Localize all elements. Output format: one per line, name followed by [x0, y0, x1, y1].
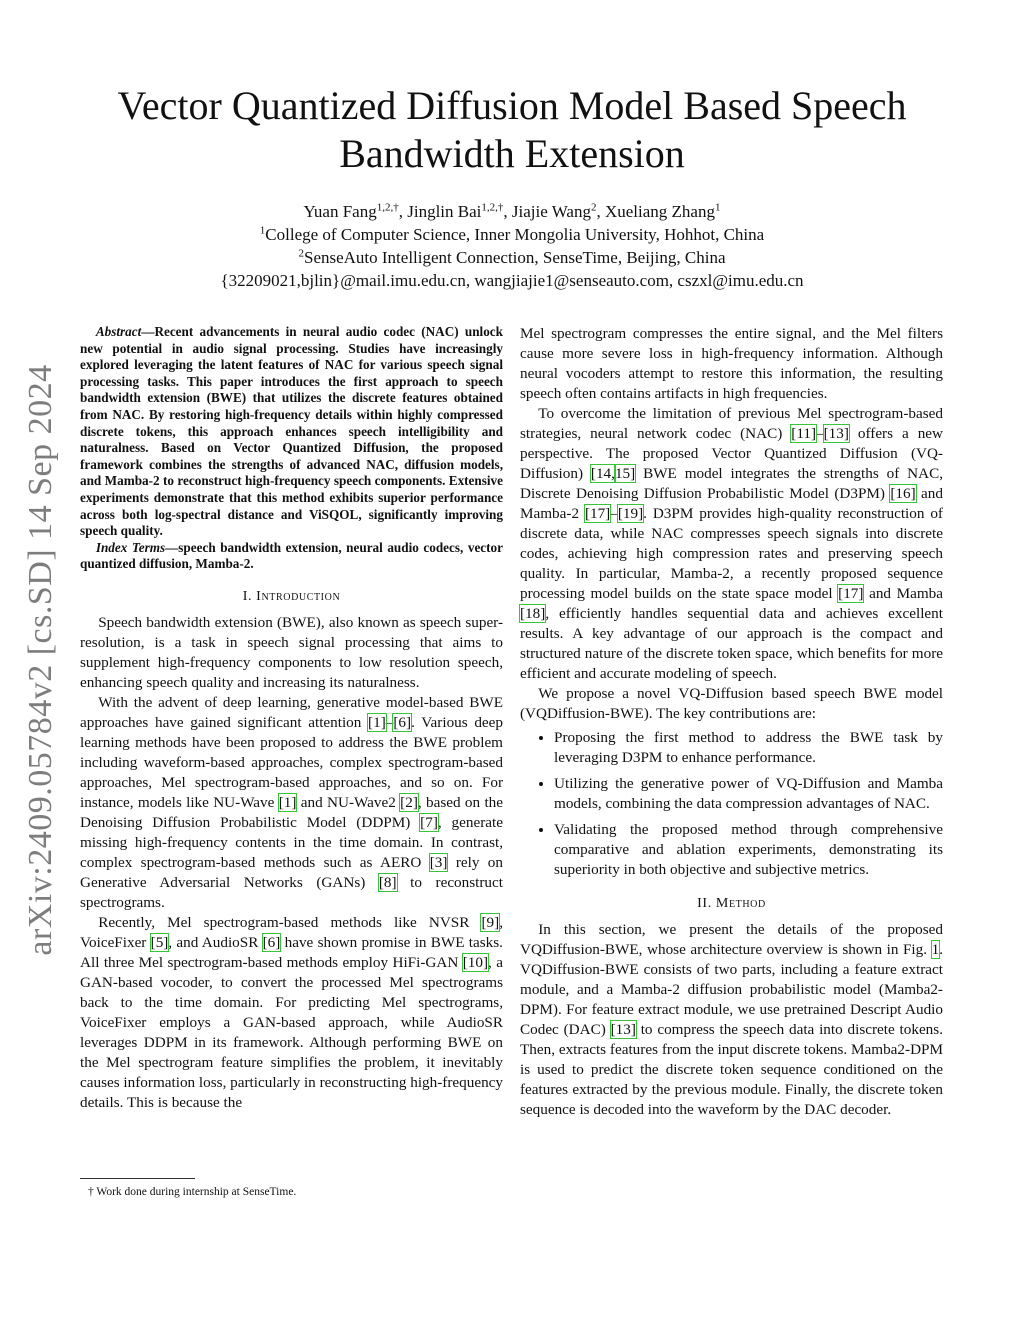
list-item: • Utilizing the generative power of VQ-Diffusion and Mamba models, combining the data compression advantages of NAC.: [554, 774, 943, 814]
citation-link[interactable]: [1]: [368, 713, 386, 731]
citation-link[interactable]: [13]: [610, 1021, 636, 1038]
citation-link[interactable]: [19]: [617, 505, 644, 522]
intro-paragraph-5: To overcome the limitation of previous Mel spectrogram-based strategies, neural network codec (NAC) [11]–[13] offers a new perspective. The proposed Vector Quantized Diffusion (VQ-Diffusion) [14,15] BWE model integrates the strengths of NAC, Discrete Denoising Diffusion Probabilistic Model (D3PM) [16] and Mamba-2 [17]–[19]. D3PM provides high-quality reconstruction of discrete data, while NAC compresses speech signals into discrete codes, achieving high compression rates and preserving speech quality. In particular, Mamba-2, a recently proposed sequence processing model builds on the state space model [17] and Mamba [18], efficiently handles sequential data and achieves excellent results. A key advantage of our approach is the compact and structured nature of the discrete token space, which benefits for more efficient and accurate modeling of speech.: [520, 405, 944, 682]
paper-title: Vector Quantized Diffusion Model Based Speech Bandwidth Extension: [117, 83, 907, 176]
citation-link[interactable]: [14,: [590, 465, 615, 482]
intro-paragraph-6: We propose a novel VQ-Diffusion based speech BWE model (VQDiffusion-BWE). The key contributions are:: [520, 685, 943, 722]
section-heading-method: II. Method: [697, 896, 766, 911]
citation-link[interactable]: [11]: [791, 425, 817, 442]
citation-link[interactable]: [6]: [393, 713, 412, 731]
citation-link[interactable]: [6]: [262, 933, 281, 951]
footnote-divider: [80, 1178, 195, 1179]
author-name: Xueliang Zhang: [604, 202, 715, 221]
method-paragraph-1: In this section, we present the details of the proposed VQDiffusion-BWE, whose architecture overview is shown in Fig. 1. VQDiffusion-BWE consists of two parts, including a feature extract module, and a Mamba-2 diffusion probabilistic model (Mamba2-DPM). For feature extract module, we use pretrained Descript Audio Codec (DAC) [13] to compress the speech data into discrete tokens. Then, extracts features from the input discrete tokens. Mamba2-DPM is used to predict the discrete token sequence conditioned on the features extracted by the previous module. Finally, the discrete token sequence is decoded into the waveform by the DAC decoder.: [520, 921, 943, 1118]
citation-link[interactable]: [3]: [429, 853, 448, 871]
author-block: [90, 200, 934, 292]
author-affiliation-mark: 1,2,†: [481, 201, 504, 214]
citation-link[interactable]: [16]: [890, 485, 916, 502]
citation-link[interactable]: 15]: [614, 465, 636, 482]
arxiv-sidebar: [6, 360, 76, 960]
author-names: Yuan Fang$^{1,2,\dagger}$, Jinglin Bai$^{1,2,\dagger}$, Jiajie Wang$^2$, Xueliang Zhang$^1$: [303, 201, 721, 221]
footnote: † Work done during internship at SenseTime.: [88, 1186, 297, 1198]
intro-paragraph-4: Mel spectrogram compresses the entire signal, and the Mel filters cause more severe loss in high-frequency information. Although neural vocoders attempt to restore this information, the resulting speech often contains artifacts in high frequencies.: [520, 325, 943, 402]
abstract-text: —Recent advancements in neural audio codec (NAC) unlock new potential in audio signal processing. Studies have increasingly explored leveraging the latent features of NAC for various speech signal processing tasks. This paper introduces the first approach to speech bandwidth extension (BWE) that utilizes the discrete features obtained from NAC. By restoring high-frequency details within highly compressed discrete tokens, this approach enhances speech intelligibility and naturalness. Based on Vector Quantized Diffusion, the proposed framework combines the strengths of advanced NAC, diffusion models, and Mamba-2 to reconstruct high-frequency speech components. Extensive experiments demonstrate that this method exhibits superior performance across both log-spectral distance and ViSQOL, significantly improving speech quality.: [80, 324, 503, 539]
index-terms-text: —speech bandwidth extension, neural audio codecs, vector quantized diffusion, Mamba-2.: [80, 539, 503, 572]
citation-link[interactable]: [8]: [378, 873, 397, 891]
citation-link[interactable]: [1]: [278, 793, 297, 811]
abstract-label: Abstract: [95, 324, 142, 339]
author-affiliation-mark: 1,2,†: [376, 201, 399, 214]
author-affiliation-mark: 2: [590, 201, 597, 214]
author-name: Jiajie Wang: [511, 202, 591, 221]
citation-link[interactable]: [5]: [150, 933, 169, 951]
abstract: [80, 324, 503, 540]
right-column: [520, 324, 943, 1120]
affiliation-1: $^1$College of Computer Science, Inner Mongolia University, Hohhot, China: [259, 224, 765, 244]
arxiv-identifier: arXiv:2409.05784v2 [cs.SD] 14 Sep 2024: [22, 364, 59, 956]
citation-link[interactable]: [18]: [520, 605, 546, 622]
list-item: • Validating the proposed method through comprehensive comparative and ablation experiments, demonstrating its superiority in both objective and subjective metrics.: [554, 820, 943, 880]
author-affiliation-mark: 1: [714, 201, 721, 214]
citation-link[interactable]: [9]: [481, 913, 500, 931]
intro-paragraph-2: With the advent of deep learning, generative model-based BWE approaches have gained significant attention [1]–[6]. Various deep learning methods have been proposed to address the BWE problem including waveform-based approaches, complex spectrogram-based approaches, Mel spectrogram-based approaches, and so on. For instance, models like NU-Wave [1] and NU-Wave2 [2], based on the Denoising Diffusion Probabilistic Model (DDPM) [7], generate missing high-frequency contents in the time domain. In contrast, complex spectrogram-based methods such as AERO [3] rely on Generative Adversarial Networks (GANs) [8] to reconstruct spectrograms.: [80, 693, 504, 911]
affiliation-2: $^2$SenseAuto Intelligent Connection, SenseTime, Beijing, China: [298, 247, 726, 267]
list-item: • Proposing the first method to address the BWE task by leveraging D3PM to enhance performance.: [554, 728, 943, 768]
citation-link[interactable]: [13]: [823, 425, 849, 442]
citation-link[interactable]: [10]: [462, 953, 489, 971]
citation-link[interactable]: [2]: [400, 793, 418, 811]
citation-link[interactable]: [7]: [420, 813, 438, 831]
citation-link[interactable]: [17]: [584, 505, 611, 522]
index-terms-label: Index Terms: [95, 539, 166, 555]
author-emails: {32209021,bjlin}@mail.imu.edu.cn, wangjiajie1@senseauto.com, cszxl@imu.edu.cn: [220, 271, 804, 290]
citation-link[interactable]: [17]: [838, 585, 864, 602]
left-column: [80, 324, 503, 1113]
figure-link[interactable]: 1: [931, 941, 940, 958]
author-name: Yuan Fang: [303, 202, 377, 221]
intro-paragraph-3: Recently, Mel spectrogram-based methods like NVSR [9], VoiceFixer [5], and AudioSR [6] have shown promise in BWE tasks. All three Mel spectrogram-based methods employ HiFi-GAN [10], a GAN-based vocoder, to convert the processed Mel spectrograms back to the time domain. For predicting Mel spectrograms, VoiceFixer employs a GAN-based approach, while AudioSR leverages DDPM in its framework. Although performing BWE on the Mel spectrogram feature simplifies the problem, it inevitably causes information loss, particularly in reconstructing high-frequency details. This is because the: [80, 913, 504, 1111]
index-terms: [80, 540, 503, 573]
intro-paragraph-1: Speech bandwidth extension (BWE), also known as speech super-resolution, is a task in speech signal processing that aims to supplement high-frequency components to low resolution speech, enhancing speech quality and increasing its naturalness.: [80, 613, 503, 691]
contributions-list: [520, 728, 943, 880]
author-name: Jinglin Bai: [407, 202, 482, 221]
section-heading-introduction: I. Introduction: [242, 588, 341, 604]
